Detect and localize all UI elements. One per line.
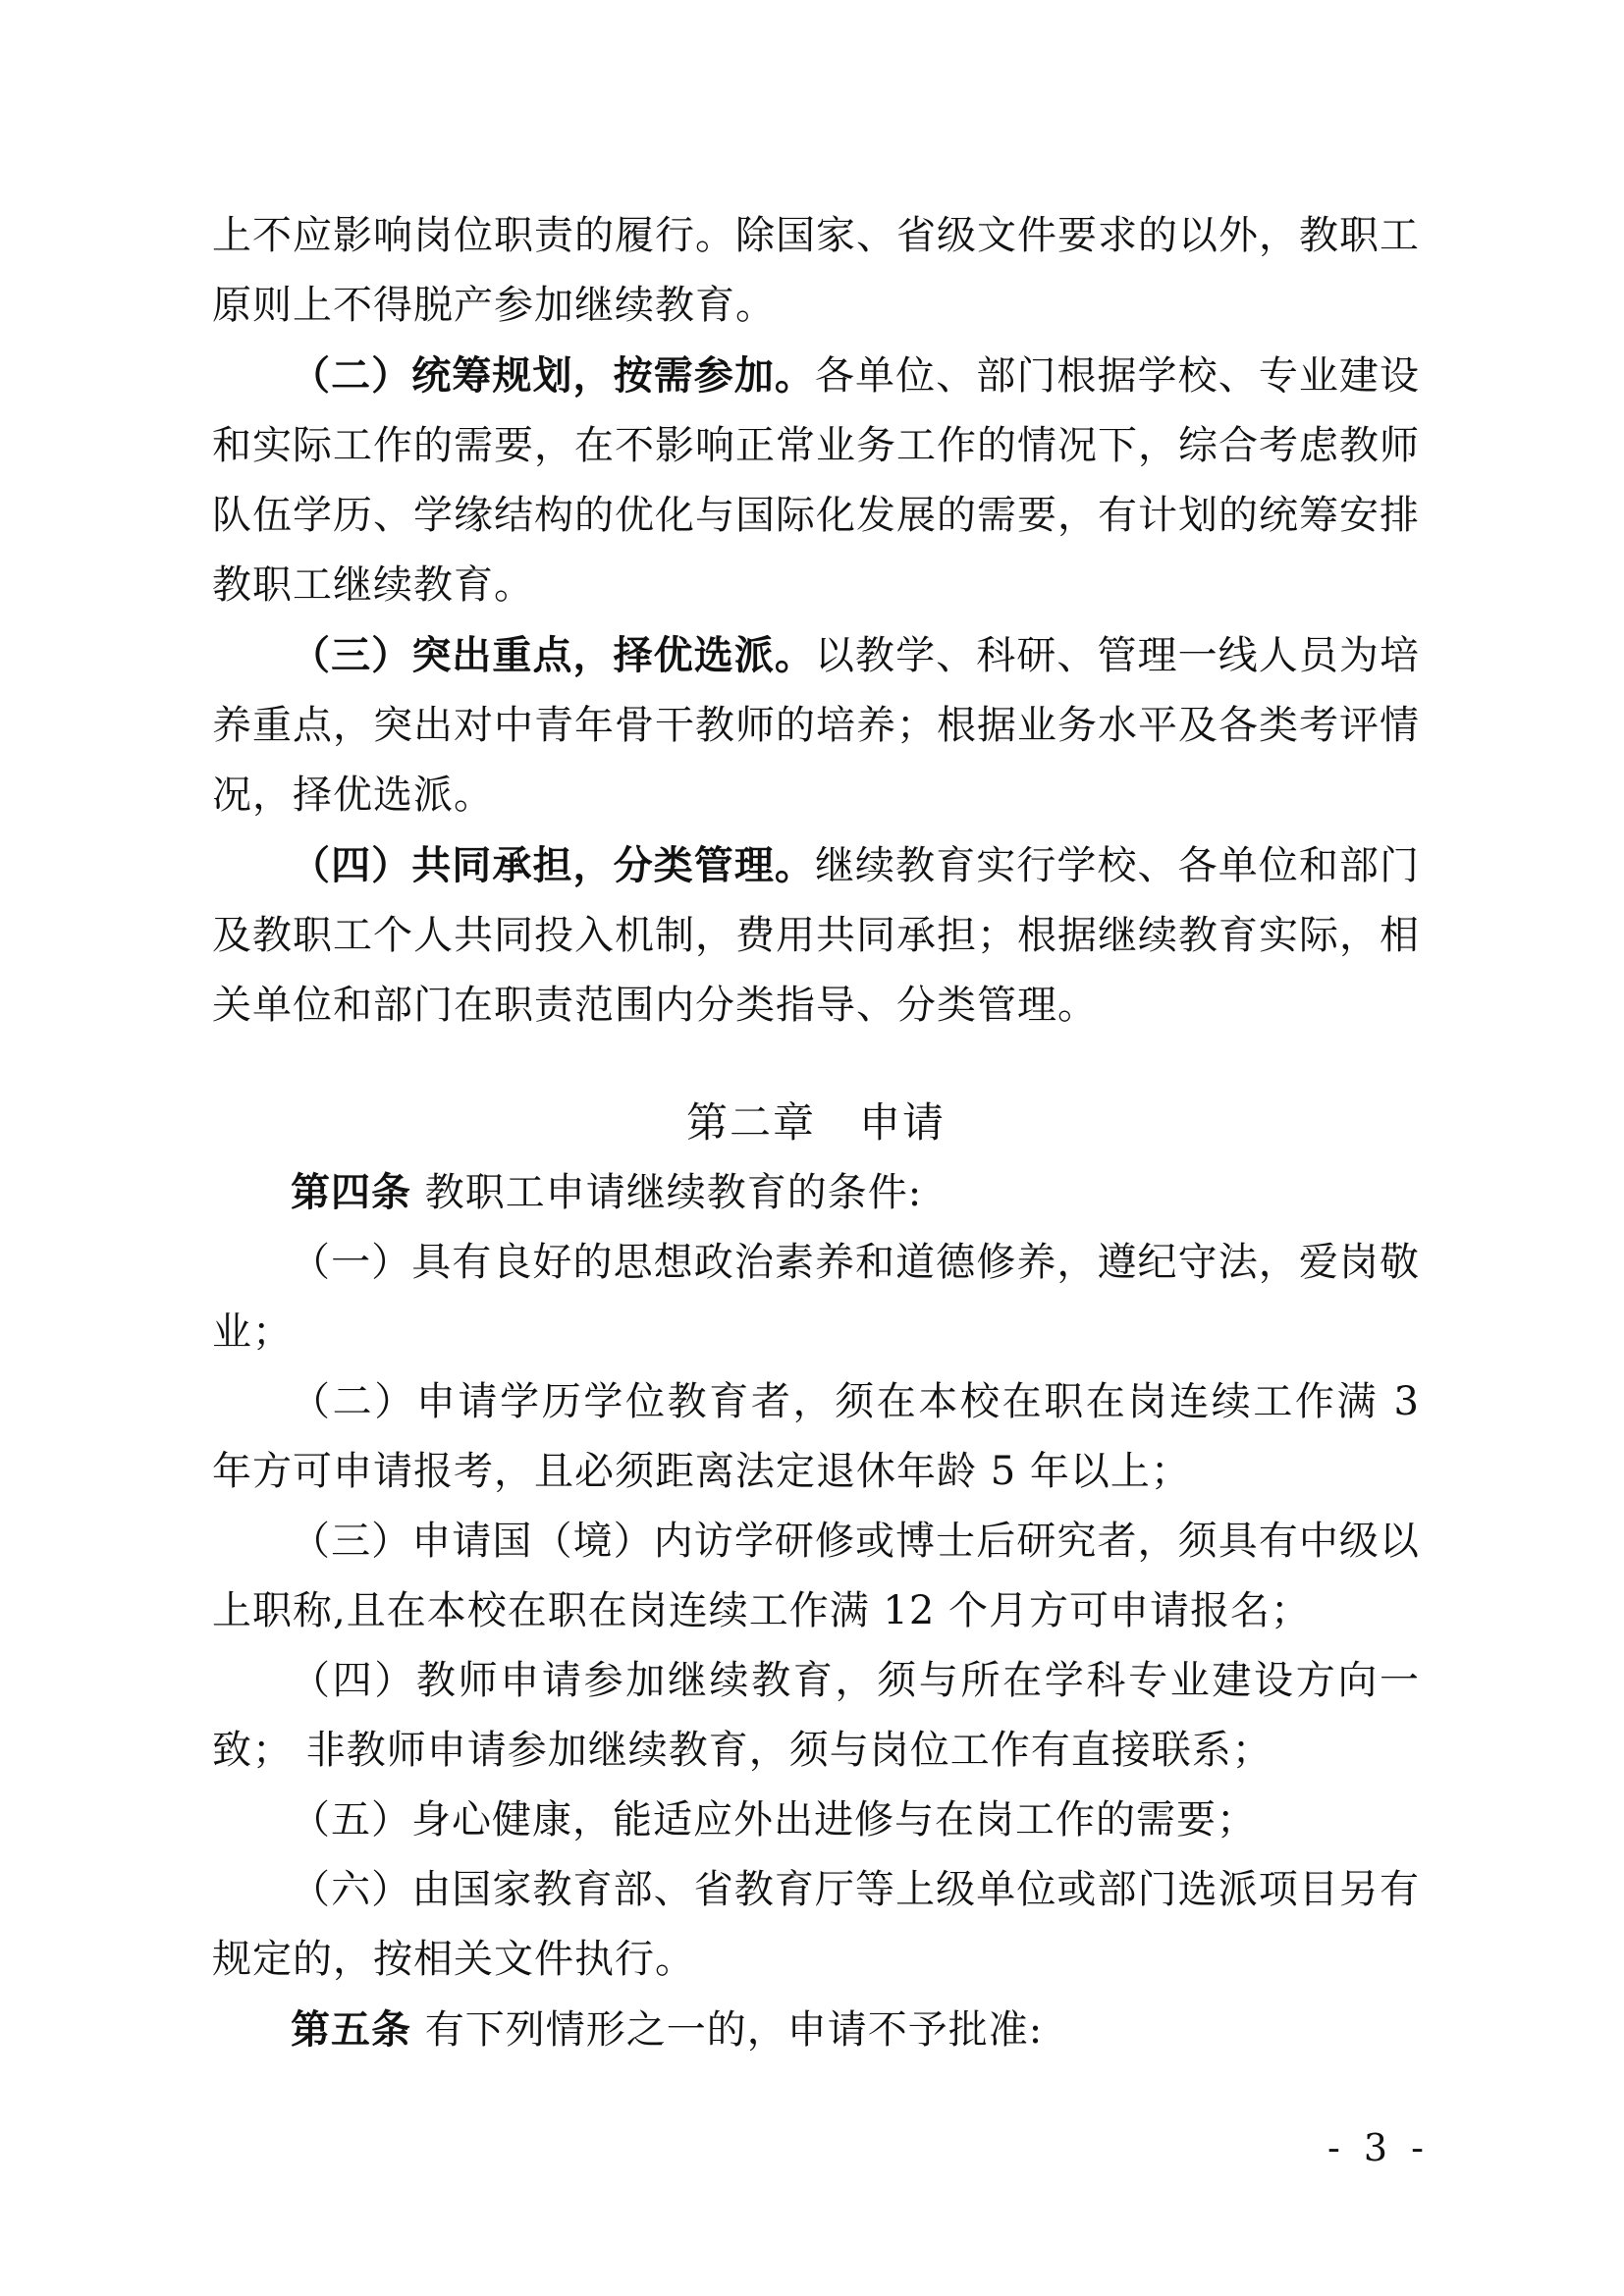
chapter-number: 第二章 — [685, 1098, 816, 1147]
principle-2-heading: （二）统筹规划，按需参加。 — [291, 352, 815, 399]
chapter-title — [212, 1088, 1420, 1157]
article-5-label: 第五条 — [291, 2006, 411, 2053]
article-4-paragraph — [212, 1157, 1420, 1228]
principle-2-text: 各单位、部门根据学校、专业建设和实际工作的需要，在不影响正常业务工作的情况下，综合考虑教师队伍学历、学缘结构的优化与国际化发展的需要，有计划的统筹安排教职工继续教育。 — [212, 353, 1421, 608]
principle-3-paragraph — [212, 620, 1420, 830]
article-4-item-2: （二）申请学历学位教育者，须在本校在职在岗连续工作满 3 年方可申请报考，且必须距离法定退休年龄 5 年以上； — [212, 1379, 1420, 1494]
article-5-paragraph — [212, 1995, 1420, 2065]
principle-4-text: 继续教育实行学校、各单位和部门及教职工个人共同投入机制，费用共同承担；根据继续教育实际，相关单位和部门在职责范围内分类指导、分类管理。 — [212, 843, 1421, 1028]
article-4-item-6: （六）由国家教育部、省教育厅等上级单位或部门选派项目另有规定的，按相关文件执行。 — [212, 1867, 1420, 1982]
chapter-name: 申请 — [859, 1098, 947, 1147]
article-4-item-5: （五）身心健康，能适应外出进修与在岗工作的需要； — [291, 1797, 1257, 1842]
principle-3-text: 以教学、科研、管理一线人员为培养重点，突出对中青年骨干教师的培养；根据业务水平及各类考评情况，择优选派。 — [212, 633, 1421, 818]
principle-4-paragraph — [212, 830, 1420, 1041]
intro-paragraph: 上不应影响岗位职责的履行。除国家、省级文件要求的以外，教职工原则上不得脱产参加继续教育。 — [212, 213, 1420, 328]
article-4-label: 第四条 — [291, 1169, 411, 1215]
article-4-text: 教职工申请继续教育的条件: — [424, 1170, 923, 1215]
principle-3-heading: （三）突出重点，择优选派。 — [291, 632, 815, 678]
principle-4-heading: （四）共同承担，分类管理。 — [291, 842, 815, 888]
principle-2-paragraph — [212, 341, 1420, 620]
document-body — [212, 201, 1420, 2065]
page-number: - 3 - — [1327, 2126, 1431, 2169]
article-5-text: 有下列情形之一的，申请不予批准: — [424, 2007, 1044, 2053]
article-4-item-4: （四）教师申请参加继续教育，须与所在学科专业建设方向一致； 非教师申请参加继续教育，须与岗位工作有直接联系； — [212, 1658, 1420, 1773]
article-4-item-3: （三）申请国（境）内访学研修或博士后研究者，须具有中级以上职称,且在本校在职在岗连续工作满 12 个月方可申请报名； — [212, 1519, 1420, 1633]
article-4-item-1: （一）具有良好的思想政治素养和道德修养，遵纪守法，爱岗敬业； — [212, 1240, 1420, 1355]
